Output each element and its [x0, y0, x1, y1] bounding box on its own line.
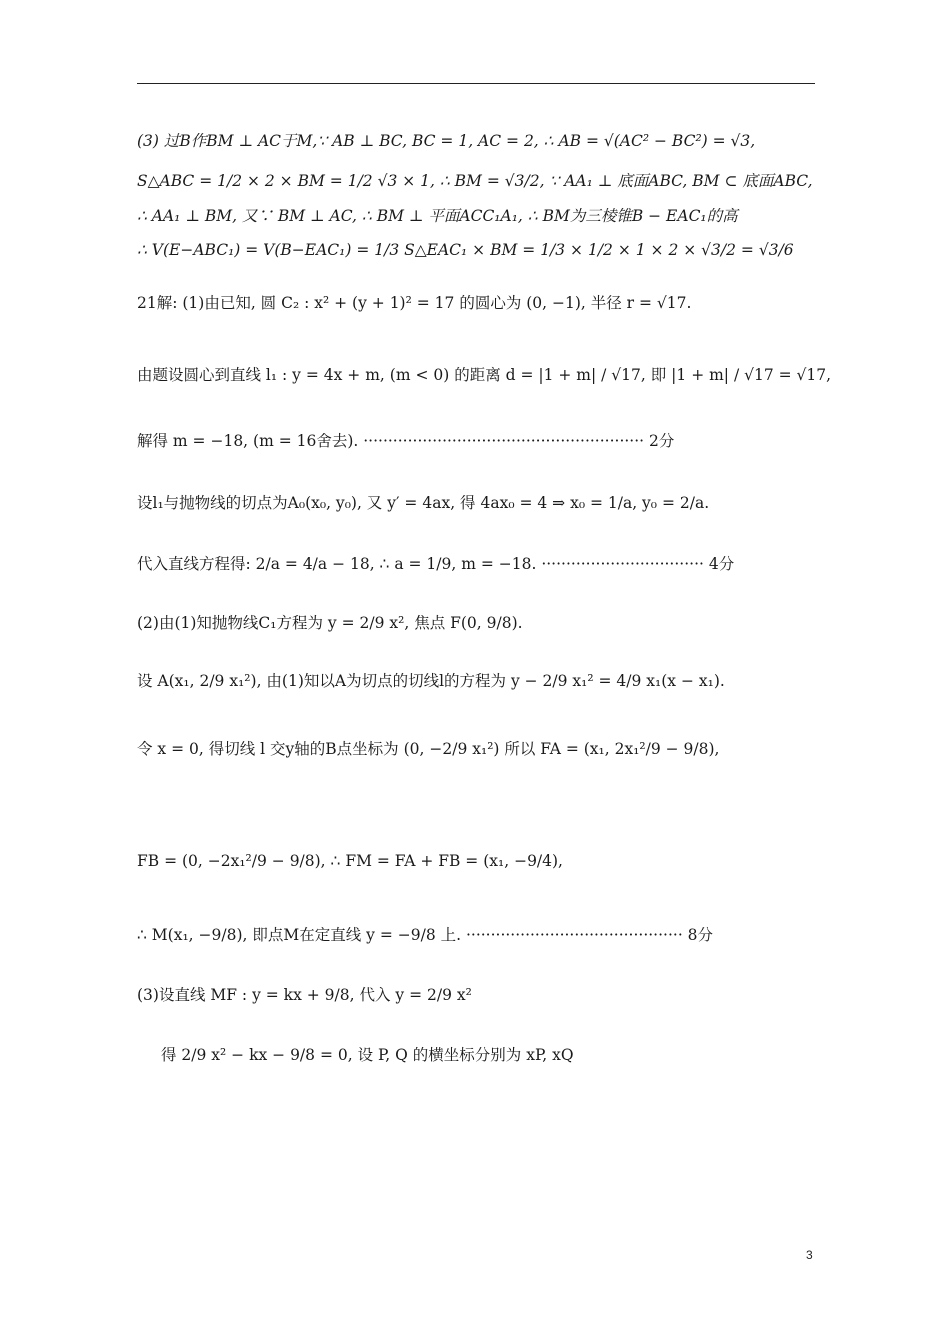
solution-line-3: ∴ AA₁ ⊥ BM, 又∵ BM ⊥ AC, ∴ BM ⊥ 平面ACC₁A₁, ∴ BM为三棱锥B − EAC₁的高 [137, 207, 738, 225]
solution-line-1: (3) 过B作BM ⊥ AC于M,∵ AB ⊥ BC, BC = 1, AC = 2, ∴ AB = √(AC² − BC²) = √3, [137, 132, 756, 150]
solution-line-11: 设 A(x₁, 2/9 x₁²), 由(1)知以A为切点的切线l的方程为 y − 2/9 x₁² = 4/9 x₁(x − x₁). [137, 672, 725, 690]
solution-line-7: 解得 m = −18, (m = 16舍去). ························································· 2分 [137, 432, 675, 450]
solution-line-14: ∴ M(x₁, −9/8), 即点M在定直线 y = −9/8 上. ············································ 8分 [137, 926, 714, 944]
solution-line-10: (2)由(1)知抛物线C₁方程为 y = 2/9 x², 焦点 F(0, 9/8). [137, 614, 523, 632]
page-number: 3 [806, 1248, 813, 1262]
solution-line-12: 令 x = 0, 得切线 l 交y轴的B点坐标为 (0, −2/9 x₁²) 所以 FA = (x₁, 2x₁²/9 − 9/8), [137, 740, 720, 758]
header-rule [137, 83, 815, 84]
solution-line-6: 由题设圆心到直线 l₁ : y = 4x + m, (m < 0) 的距离 d = |1 + m| / √17, 即 |1 + m| / √17 = √17, [137, 366, 832, 384]
solution-line-4: ∴ V(E−ABC₁) = V(B−EAC₁) = 1/3 S△EAC₁ × BM = 1/3 × 1/2 × 1 × 2 × √3/2 = √3/6 [137, 241, 794, 259]
solution-line-2: S△ABC = 1/2 × 2 × BM = 1/2 √3 × 1, ∴ BM = √3/2, ∵ AA₁ ⊥ 底面ABC, BM ⊂ 底面ABC, [137, 172, 813, 190]
solution-line-8: 设l₁与抛物线的切点为A₀(x₀, y₀), 又 y′ = 4ax, 得 4ax₀ = 4 ⇒ x₀ = 1/a, y₀ = 2/a. [137, 494, 710, 512]
solution-line-13: FB = (0, −2x₁²/9 − 9/8), ∴ FM = FA + FB = (x₁, −9/4), [137, 852, 563, 870]
solution-line-5: 21解: (1)由已知, 圆 C₂ : x² + (y + 1)² = 17 的圆心为 (0, −1), 半径 r = √17. [137, 294, 692, 312]
solution-line-9: 代入直线方程得: 2/a = 4/a − 18, ∴ a = 1/9, m = −18. ································· 4分 [137, 555, 735, 573]
solution-line-16: 得 2/9 x² − kx − 9/8 = 0, 设 P, Q 的横坐标分别为 xP, xQ [161, 1046, 574, 1064]
solution-line-15: (3)设直线 MF : y = kx + 9/8, 代入 y = 2/9 x² [137, 986, 472, 1004]
